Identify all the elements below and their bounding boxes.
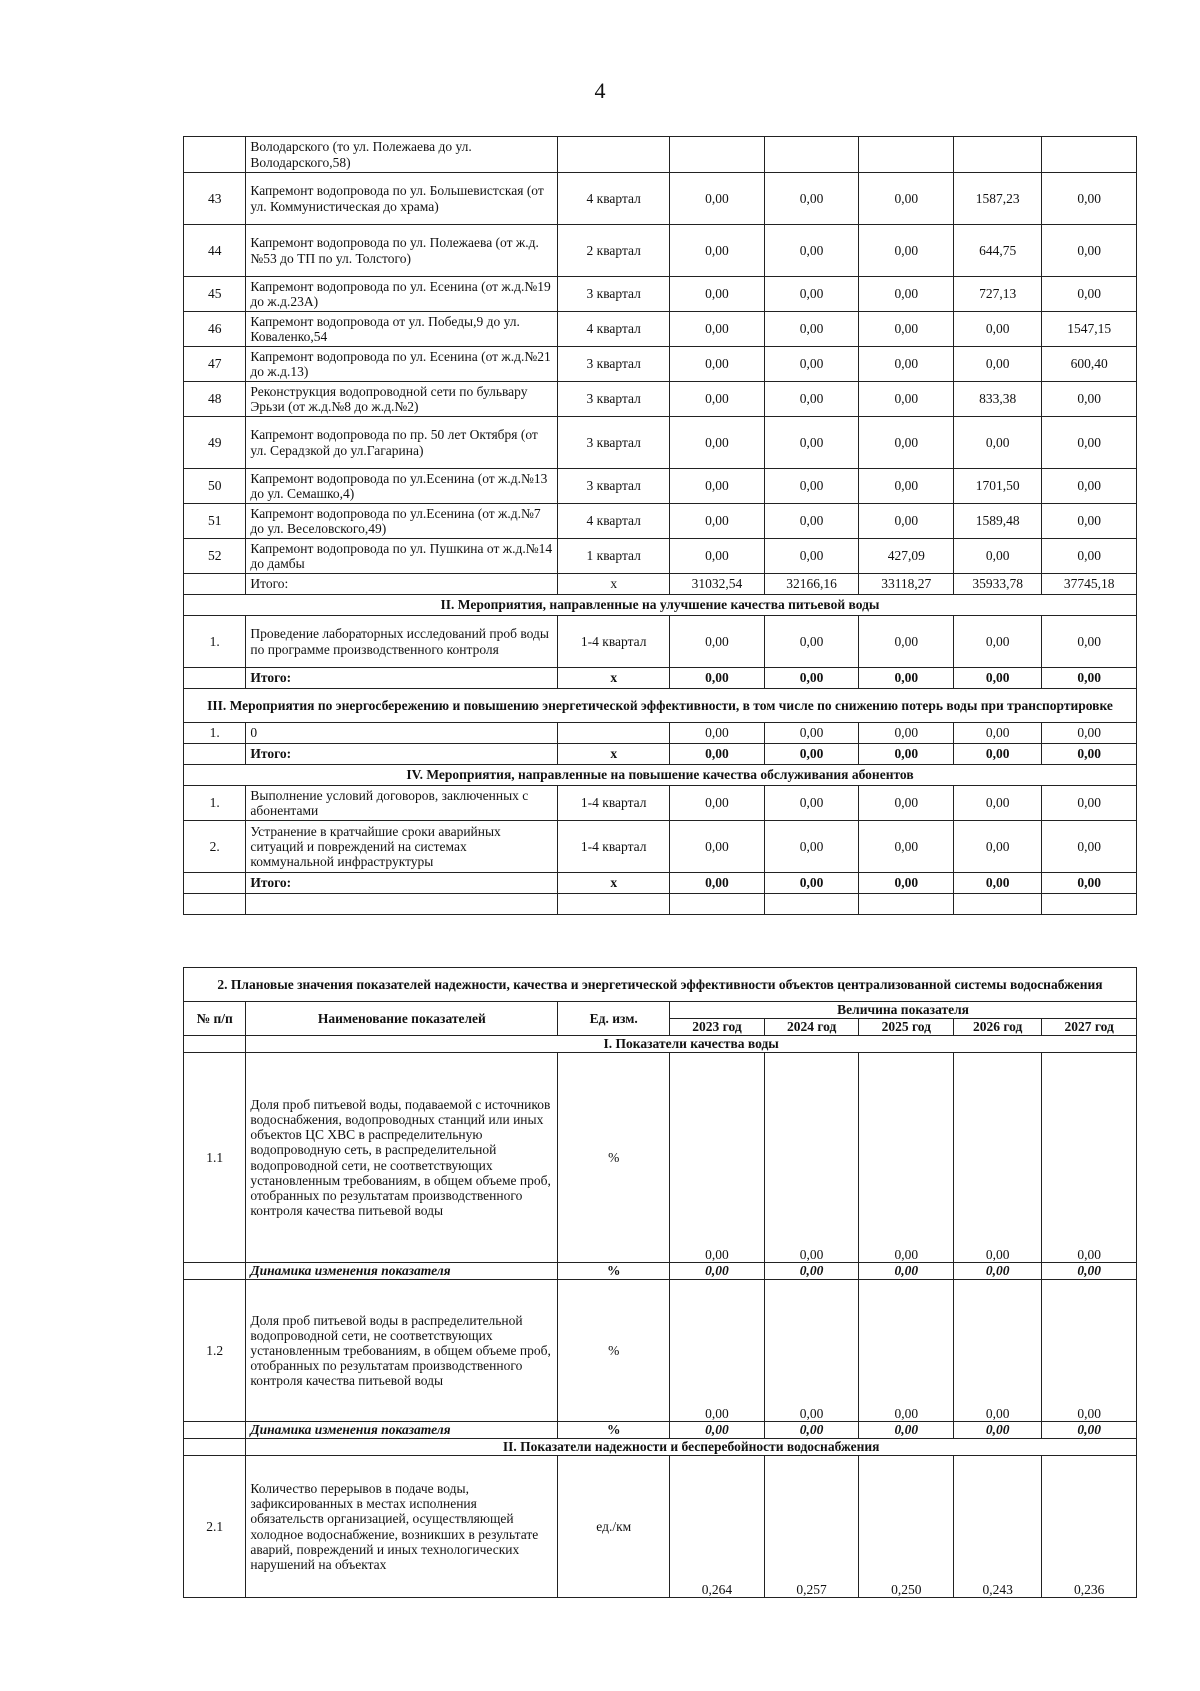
value-cell: 0,00 bbox=[764, 347, 859, 382]
value-cell: 0,00 bbox=[764, 225, 859, 277]
value-cell: 0,00 bbox=[1042, 786, 1137, 821]
value-cell: 0,00 bbox=[859, 1263, 954, 1280]
quarter-cell: 3 квартал bbox=[558, 347, 670, 382]
section-title: III. Мероприятия по энергосбережению и повышению энергетической эффективности, в том числе по снижению потерь воды при транспортировке bbox=[184, 689, 1137, 723]
value-cell: 0,00 bbox=[859, 312, 954, 347]
name-cell: Володарского (то ул. Полежаева до ул. Володарского,58) bbox=[246, 137, 558, 173]
value-cell: 427,09 bbox=[859, 539, 954, 574]
num-cell bbox=[184, 574, 246, 595]
measure-row bbox=[184, 469, 1137, 504]
value-cell: 0,00 bbox=[859, 173, 954, 225]
value-cell: 1547,15 bbox=[1042, 312, 1137, 347]
dynamics-row bbox=[184, 1422, 1137, 1439]
value-cell: 0,00 bbox=[764, 1280, 859, 1422]
empty-cell bbox=[184, 1263, 246, 1280]
quarter-cell: 3 квартал bbox=[558, 382, 670, 417]
value-cell: 0,00 bbox=[670, 539, 765, 574]
value-cell: 0,00 bbox=[954, 417, 1042, 469]
quarter-cell: 4 квартал bbox=[558, 173, 670, 225]
value-cell: 0,00 bbox=[1042, 382, 1137, 417]
value-cell: 0,00 bbox=[764, 1422, 859, 1439]
num-cell: 43 bbox=[184, 173, 246, 225]
value-cell: 0,236 bbox=[1042, 1456, 1137, 1598]
value-cell: 0,00 bbox=[670, 821, 765, 873]
measure-row bbox=[184, 417, 1137, 469]
section-row bbox=[184, 1036, 1137, 1053]
empty-cell bbox=[1042, 894, 1137, 915]
total-row bbox=[184, 574, 1137, 595]
name-cell: Капремонт водопровода по ул.Есенина (от ж.д.№7 до ул. Веселовского,49) bbox=[246, 504, 558, 539]
value-cell: 0,00 bbox=[764, 723, 859, 744]
value-cell: 0,00 bbox=[954, 616, 1042, 668]
section-row bbox=[184, 595, 1137, 616]
value-cell: 0,00 bbox=[764, 539, 859, 574]
unit-cell: % bbox=[558, 1422, 670, 1439]
header-row bbox=[184, 1002, 1137, 1019]
x-cell: х bbox=[558, 744, 670, 765]
value-cell: 0,00 bbox=[764, 382, 859, 417]
measures-table bbox=[183, 136, 1137, 915]
value-cell: 0,00 bbox=[859, 469, 954, 504]
value-cell: 0,00 bbox=[859, 225, 954, 277]
num-cell: 50 bbox=[184, 469, 246, 504]
value-cell: 0,00 bbox=[670, 312, 765, 347]
value-cell: 0,00 bbox=[670, 1053, 765, 1263]
measure-row bbox=[184, 225, 1137, 277]
page-number: 4 bbox=[594, 78, 606, 103]
value-cell: 0,00 bbox=[954, 1263, 1042, 1280]
name-cell: Устранение в кратчайшие сроки аварийных ситуаций и повреждений на системах коммунальной инфраструктуры bbox=[246, 821, 558, 873]
empty-cell bbox=[184, 894, 246, 915]
measure-row bbox=[184, 723, 1137, 744]
num-cell: 2.1 bbox=[184, 1456, 246, 1598]
value-cell: 0,00 bbox=[1042, 873, 1137, 894]
dynamics-row bbox=[184, 1263, 1137, 1280]
value-cell: 31032,54 bbox=[670, 574, 765, 595]
value-cell: 0,00 bbox=[954, 1280, 1042, 1422]
value-cell: 0,00 bbox=[764, 504, 859, 539]
value-cell: 0,00 bbox=[954, 723, 1042, 744]
name-cell: Капремонт водопровода по ул. Большевистская (от ул. Коммунистическая до храма) bbox=[246, 173, 558, 225]
value-cell: 1589,48 bbox=[954, 504, 1042, 539]
value-cell: 0,00 bbox=[859, 668, 954, 689]
name-cell: Капремонт водопровода от ул. Победы,9 до ул. Коваленко,54 bbox=[246, 312, 558, 347]
name-cell: Капремонт водопровода по ул. Полежаева (от ж.д.№53 до ТП по ул. Толстого) bbox=[246, 225, 558, 277]
name-cell: Выполнение условий договоров, заключенных с абонентами bbox=[246, 786, 558, 821]
value-cell: 0,00 bbox=[764, 821, 859, 873]
value-cell: 0,00 bbox=[859, 417, 954, 469]
section-title: IV. Мероприятия, направленные на повышение качества обслуживания абонентов bbox=[184, 765, 1137, 786]
quarter-cell: 3 квартал bbox=[558, 277, 670, 312]
measure-row bbox=[184, 504, 1137, 539]
total-label: Итого: bbox=[246, 744, 558, 765]
value-cell: 0,00 bbox=[764, 417, 859, 469]
total-label: Итого: bbox=[246, 574, 558, 595]
title-row bbox=[184, 968, 1137, 1002]
section-row bbox=[184, 765, 1137, 786]
value-cell: 0,00 bbox=[954, 347, 1042, 382]
empty-cell bbox=[954, 137, 1042, 173]
dynamics-label: Динамика изменения показателя bbox=[246, 1263, 558, 1280]
value-cell: 0,00 bbox=[859, 1422, 954, 1439]
value-cell: 0,00 bbox=[764, 1053, 859, 1263]
indicators-title: 2. Плановые значения показателей надежности, качества и энергетической эффективности объектов централизованной системы водоснабжения bbox=[184, 968, 1137, 1002]
name-cell: Проведение лабораторных исследований проб воды по программе производственного контроля bbox=[246, 616, 558, 668]
value-cell: 32166,16 bbox=[764, 574, 859, 595]
value-cell: 0,00 bbox=[1042, 539, 1137, 574]
value-cell: 0,00 bbox=[859, 347, 954, 382]
value-cell: 0,00 bbox=[1042, 225, 1137, 277]
value-cell: 833,38 bbox=[954, 382, 1042, 417]
value-cell: 1701,50 bbox=[954, 469, 1042, 504]
value-cell: 0,00 bbox=[859, 382, 954, 417]
empty-cell bbox=[670, 894, 765, 915]
value-cell: 0,00 bbox=[670, 504, 765, 539]
value-cell: 0,00 bbox=[670, 382, 765, 417]
x-cell: х bbox=[558, 668, 670, 689]
num-cell bbox=[184, 668, 246, 689]
num-cell: 2. bbox=[184, 821, 246, 873]
empty-cell bbox=[558, 723, 670, 744]
value-cell: 0,00 bbox=[1042, 616, 1137, 668]
empty-cell bbox=[859, 137, 954, 173]
value-cell: 35933,78 bbox=[954, 574, 1042, 595]
value-cell: 644,75 bbox=[954, 225, 1042, 277]
value-cell: 0,00 bbox=[859, 786, 954, 821]
num-cell: 1.2 bbox=[184, 1280, 246, 1422]
header-year: 2027 год bbox=[1042, 1019, 1137, 1036]
num-cell: 47 bbox=[184, 347, 246, 382]
measure-row bbox=[184, 312, 1137, 347]
empty-row bbox=[184, 894, 1137, 915]
value-cell: 0,00 bbox=[1042, 1280, 1137, 1422]
measure-row bbox=[184, 277, 1137, 312]
num-cell: 1.1 bbox=[184, 1053, 246, 1263]
value-cell: 0,00 bbox=[670, 668, 765, 689]
num-cell: 49 bbox=[184, 417, 246, 469]
quarter-cell: 2 квартал bbox=[558, 225, 670, 277]
header-year: 2025 год bbox=[859, 1019, 954, 1036]
empty-cell bbox=[670, 137, 765, 173]
num-cell bbox=[184, 137, 246, 173]
value-cell: 0,00 bbox=[954, 786, 1042, 821]
indicator-row bbox=[184, 1456, 1137, 1598]
name-cell: Реконструкция водопроводной сети по бульвару Эрьзи (от ж.д.№8 до ж.д.№2) bbox=[246, 382, 558, 417]
value-cell: 0,00 bbox=[670, 417, 765, 469]
value-cell: 0,00 bbox=[1042, 821, 1137, 873]
value-cell: 0,00 bbox=[764, 277, 859, 312]
header-num: № п/п bbox=[184, 1002, 246, 1036]
quarter-cell: 3 квартал bbox=[558, 469, 670, 504]
value-cell: 0,00 bbox=[1042, 469, 1137, 504]
value-cell: 0,00 bbox=[764, 744, 859, 765]
total-row bbox=[184, 873, 1137, 894]
name-cell: Капремонт водопровода по ул. Есенина (от ж.д.№21 до ж.д.13) bbox=[246, 347, 558, 382]
value-cell: 0,00 bbox=[670, 873, 765, 894]
quarter-cell: 1-4 квартал bbox=[558, 786, 670, 821]
value-cell: 0,00 bbox=[859, 873, 954, 894]
value-cell: 1587,23 bbox=[954, 173, 1042, 225]
unit-cell: ед./км bbox=[558, 1456, 670, 1598]
empty-cell bbox=[558, 137, 670, 173]
value-cell: 0,00 bbox=[954, 1053, 1042, 1263]
unit-cell: % bbox=[558, 1263, 670, 1280]
value-cell: 0,00 bbox=[859, 504, 954, 539]
num-cell: 52 bbox=[184, 539, 246, 574]
value-cell: 0,00 bbox=[764, 312, 859, 347]
value-cell: 727,13 bbox=[954, 277, 1042, 312]
value-cell: 0,250 bbox=[859, 1456, 954, 1598]
name-cell: Капремонт водопровода по ул. Есенина (от ж.д.№19 до ж.д.23А) bbox=[246, 277, 558, 312]
name-cell: Капремонт водопровода по ул. Пушкина от ж.д.№14 до дамбы bbox=[246, 539, 558, 574]
header-name: Наименование показателей bbox=[246, 1002, 558, 1036]
empty-cell bbox=[184, 1439, 246, 1456]
value-cell: 0,257 bbox=[764, 1456, 859, 1598]
measure-row bbox=[184, 616, 1137, 668]
indicators-table bbox=[183, 967, 1137, 1598]
value-cell: 0,00 bbox=[1042, 173, 1137, 225]
x-cell: х bbox=[558, 873, 670, 894]
value-cell: 0,00 bbox=[859, 1053, 954, 1263]
quarter-cell: 3 квартал bbox=[558, 417, 670, 469]
dynamics-label: Динамика изменения показателя bbox=[246, 1422, 558, 1439]
value-cell: 0,00 bbox=[670, 1263, 765, 1280]
value-cell: 0,00 bbox=[954, 744, 1042, 765]
value-cell: 0,00 bbox=[764, 469, 859, 504]
header-value: Величина показателя bbox=[670, 1002, 1137, 1019]
value-cell: 0,00 bbox=[859, 1280, 954, 1422]
value-cell: 600,40 bbox=[1042, 347, 1137, 382]
value-cell: 0,00 bbox=[1042, 744, 1137, 765]
value-cell: 0,00 bbox=[954, 873, 1042, 894]
num-cell: 44 bbox=[184, 225, 246, 277]
value-cell: 0,00 bbox=[1042, 1263, 1137, 1280]
measure-row bbox=[184, 821, 1137, 873]
measure-row bbox=[184, 786, 1137, 821]
empty-cell bbox=[246, 894, 558, 915]
value-cell: 37745,18 bbox=[1042, 574, 1137, 595]
value-cell: 0,00 bbox=[670, 277, 765, 312]
value-cell: 0,00 bbox=[670, 723, 765, 744]
num-cell bbox=[184, 744, 246, 765]
name-cell: Капремонт водопровода по пр. 50 лет Октября (от ул. Серадзкой до ул.Гагарина) bbox=[246, 417, 558, 469]
measure-row bbox=[184, 173, 1137, 225]
section-title: I. Показатели качества воды bbox=[246, 1036, 1137, 1053]
value-cell: 0,00 bbox=[1042, 1422, 1137, 1439]
value-cell: 0,00 bbox=[670, 1280, 765, 1422]
value-cell: 0,00 bbox=[954, 1422, 1042, 1439]
num-cell: 48 bbox=[184, 382, 246, 417]
indicator-row bbox=[184, 1053, 1137, 1263]
name-cell: Капремонт водопровода по ул.Есенина (от ж.д.№13 до ул. Семашко,4) bbox=[246, 469, 558, 504]
unit-cell: % bbox=[558, 1053, 670, 1263]
value-cell: 0,00 bbox=[859, 277, 954, 312]
total-row bbox=[184, 744, 1137, 765]
quarter-cell: 1-4 квартал bbox=[558, 616, 670, 668]
value-cell: 0,00 bbox=[954, 539, 1042, 574]
value-cell: 0,00 bbox=[764, 873, 859, 894]
value-cell: 0,00 bbox=[764, 616, 859, 668]
empty-cell bbox=[184, 1422, 246, 1439]
quarter-cell: 4 квартал bbox=[558, 504, 670, 539]
value-cell: 0,00 bbox=[954, 821, 1042, 873]
num-cell: 45 bbox=[184, 277, 246, 312]
num-cell: 51 bbox=[184, 504, 246, 539]
empty-cell bbox=[184, 1036, 246, 1053]
value-cell: 0,00 bbox=[670, 469, 765, 504]
value-cell: 0,00 bbox=[670, 173, 765, 225]
value-cell: 0,00 bbox=[764, 1263, 859, 1280]
value-cell: 0,00 bbox=[670, 616, 765, 668]
value-cell: 0,00 bbox=[670, 347, 765, 382]
name-cell: Доля проб питьевой воды, подаваемой с источников водоснабжения, водопроводных станций или иных объектов ЦС ХВС в распределительную водопроводную сеть, в распределительной водопроводной сети, не соответствующих установленным требованиям, в общем объеме проб, отобранных по результатам производственного контроля качества питьевой воды bbox=[246, 1053, 558, 1263]
unit-cell: % bbox=[558, 1280, 670, 1422]
empty-cell bbox=[954, 894, 1042, 915]
section-title: II. Мероприятия, направленные на улучшение качества питьевой воды bbox=[184, 595, 1137, 616]
num-cell: 1. bbox=[184, 786, 246, 821]
empty-cell bbox=[1042, 137, 1137, 173]
header-unit: Ед. изм. bbox=[558, 1002, 670, 1036]
total-label: Итого: bbox=[246, 668, 558, 689]
value-cell: 0,264 bbox=[670, 1456, 765, 1598]
header-year: 2026 год bbox=[954, 1019, 1042, 1036]
value-cell: 0,00 bbox=[1042, 277, 1137, 312]
value-cell: 0,00 bbox=[859, 723, 954, 744]
num-cell: 1. bbox=[184, 616, 246, 668]
value-cell: 33118,27 bbox=[859, 574, 954, 595]
empty-cell bbox=[859, 894, 954, 915]
value-cell: 0,00 bbox=[670, 786, 765, 821]
section-row bbox=[184, 689, 1137, 723]
value-cell: 0,00 bbox=[764, 786, 859, 821]
total-row bbox=[184, 668, 1137, 689]
name-cell: 0 bbox=[246, 723, 558, 744]
name-cell: Количество перерывов в подаче воды, зафиксированных в местах исполнения обязательств организацией, осуществляющей холодное водоснабжение, возникших в результате аварий, повреждений и иных технологических нарушений на объектах bbox=[246, 1456, 558, 1598]
measure-row bbox=[184, 347, 1137, 382]
total-label: Итого: bbox=[246, 873, 558, 894]
value-cell: 0,00 bbox=[1042, 668, 1137, 689]
quarter-cell: 4 квартал bbox=[558, 312, 670, 347]
quarter-cell: 1 квартал bbox=[558, 539, 670, 574]
num-cell: 1. bbox=[184, 723, 246, 744]
value-cell: 0,00 bbox=[1042, 723, 1137, 744]
value-cell: 0,00 bbox=[670, 225, 765, 277]
section-row bbox=[184, 1439, 1137, 1456]
value-cell: 0,00 bbox=[670, 744, 765, 765]
empty-cell bbox=[764, 137, 859, 173]
value-cell: 0,00 bbox=[670, 1422, 765, 1439]
value-cell: 0,00 bbox=[764, 173, 859, 225]
value-cell: 0,00 bbox=[764, 668, 859, 689]
empty-cell bbox=[558, 894, 670, 915]
header-year: 2024 год bbox=[764, 1019, 859, 1036]
num-cell bbox=[184, 873, 246, 894]
value-cell: 0,00 bbox=[859, 821, 954, 873]
continuation-row bbox=[184, 137, 1137, 173]
name-cell: Доля проб питьевой воды в распределительной водопроводной сети, не соответствующих установленным требованиям, в общем объеме проб, отобранных по результатам производственного контроля качества питьевой воды bbox=[246, 1280, 558, 1422]
num-cell: 46 bbox=[184, 312, 246, 347]
value-cell: 0,00 bbox=[859, 744, 954, 765]
section-title: II. Показатели надежности и бесперебойности водоснабжения bbox=[246, 1439, 1137, 1456]
value-cell: 0,00 bbox=[954, 312, 1042, 347]
value-cell: 0,00 bbox=[1042, 504, 1137, 539]
header-year: 2023 год bbox=[670, 1019, 765, 1036]
value-cell: 0,00 bbox=[1042, 1053, 1137, 1263]
empty-cell bbox=[764, 894, 859, 915]
value-cell: 0,00 bbox=[859, 616, 954, 668]
value-cell: 0,00 bbox=[1042, 417, 1137, 469]
value-cell: 0,00 bbox=[954, 668, 1042, 689]
quarter-cell: 1-4 квартал bbox=[558, 821, 670, 873]
measure-row bbox=[184, 382, 1137, 417]
x-cell: х bbox=[558, 574, 670, 595]
measure-row bbox=[184, 539, 1137, 574]
indicator-row bbox=[184, 1280, 1137, 1422]
value-cell: 0,243 bbox=[954, 1456, 1042, 1598]
